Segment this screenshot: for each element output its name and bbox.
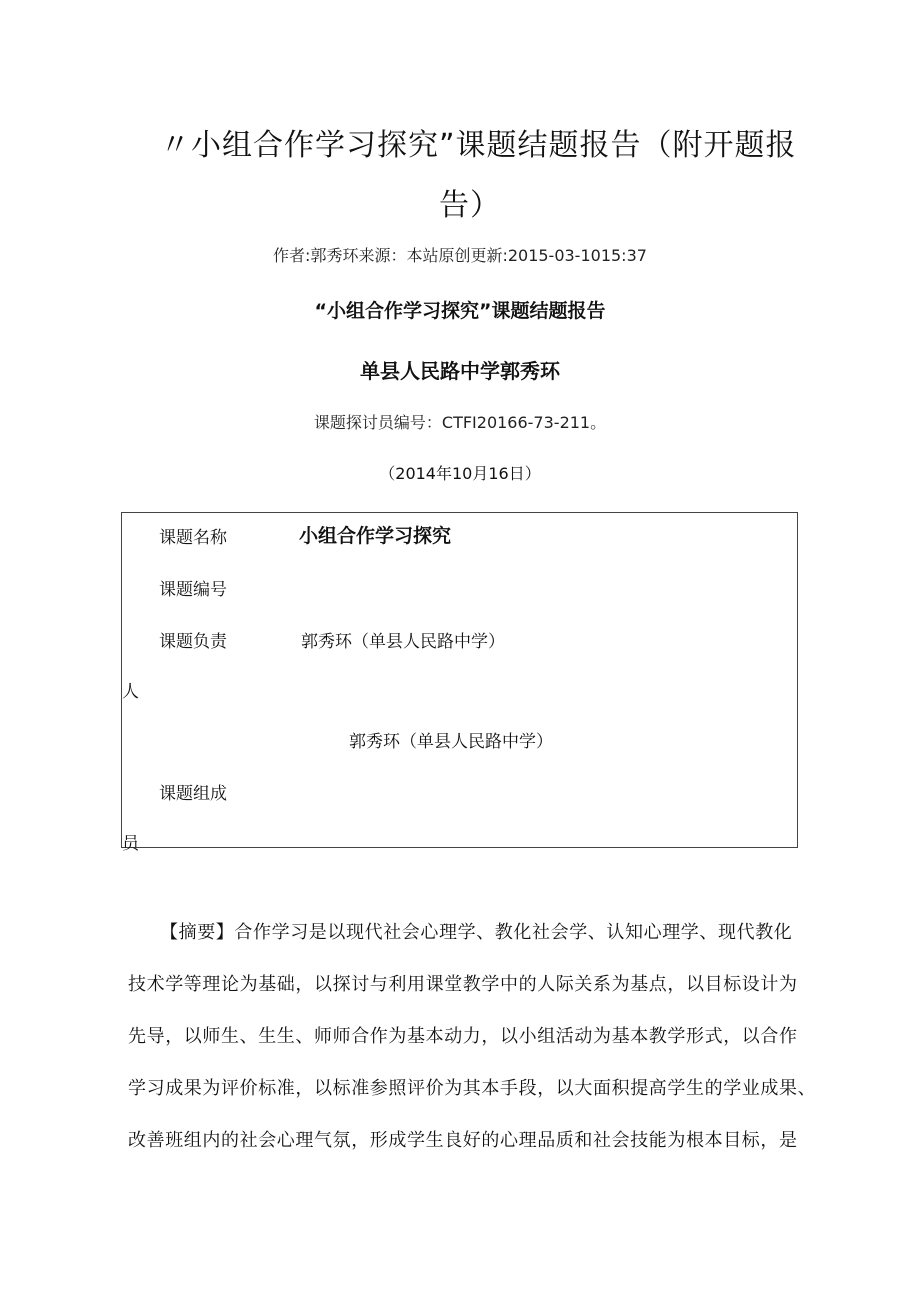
project-name-label: 课题名称 bbox=[159, 528, 227, 548]
project-leader-value: 郭秀环（单县人民路中学） bbox=[301, 632, 505, 652]
abstract-line: 先导，以师生、生生、师师合作为基本动力，以小组活动为基本教学形式，以合作 bbox=[128, 1026, 798, 1047]
project-leader-label-wrap: 人 bbox=[122, 682, 139, 702]
project-code-label: 课题编号 bbox=[159, 580, 227, 600]
project-name-value: 小组合作学习探究 bbox=[299, 525, 452, 547]
report-subtitle: “小组合作学习探究”课题结题报告 bbox=[314, 300, 606, 322]
report-date: （2014年10月16日） bbox=[379, 464, 541, 483]
project-members-value: 郭秀环（单县人民路中学） bbox=[349, 732, 553, 752]
school-author: 单县人民路中学郭秀环 bbox=[360, 359, 560, 383]
abstract-line: 技术学等理论为基础，以探讨与利用课堂教学中的人际关系为基点，以目标设计为 bbox=[128, 974, 798, 995]
document-title-line-1: 〃小组合作学习探究”课题结题报告（附开题报 bbox=[160, 128, 797, 163]
project-members-label-wrap: 员 bbox=[122, 834, 139, 854]
document-title-line-2: 告） bbox=[439, 188, 501, 223]
project-code-line: 课题探讨员编号：CTFI20166-73-211。 bbox=[313, 413, 607, 432]
project-members-label: 课题组成 bbox=[159, 784, 227, 804]
abstract-line: 学习成果为评价标准，以标准参照评价为其本手段，以大面积提高学生的学业成果、 bbox=[128, 1078, 817, 1099]
article-meta: 作者:郭秀环来源：本站原创更新:2015-03-1015:37 bbox=[273, 246, 647, 265]
abstract-line: 【摘要】合作学习是以现代社会心理学、教化社会学、认知心理学、现代教化 bbox=[160, 922, 793, 943]
abstract-line: 改善班组内的社会心理气氛，形成学生良好的心理品质和社会技能为根本目标，是 bbox=[128, 1130, 798, 1151]
project-leader-label: 课题负责 bbox=[159, 632, 227, 652]
